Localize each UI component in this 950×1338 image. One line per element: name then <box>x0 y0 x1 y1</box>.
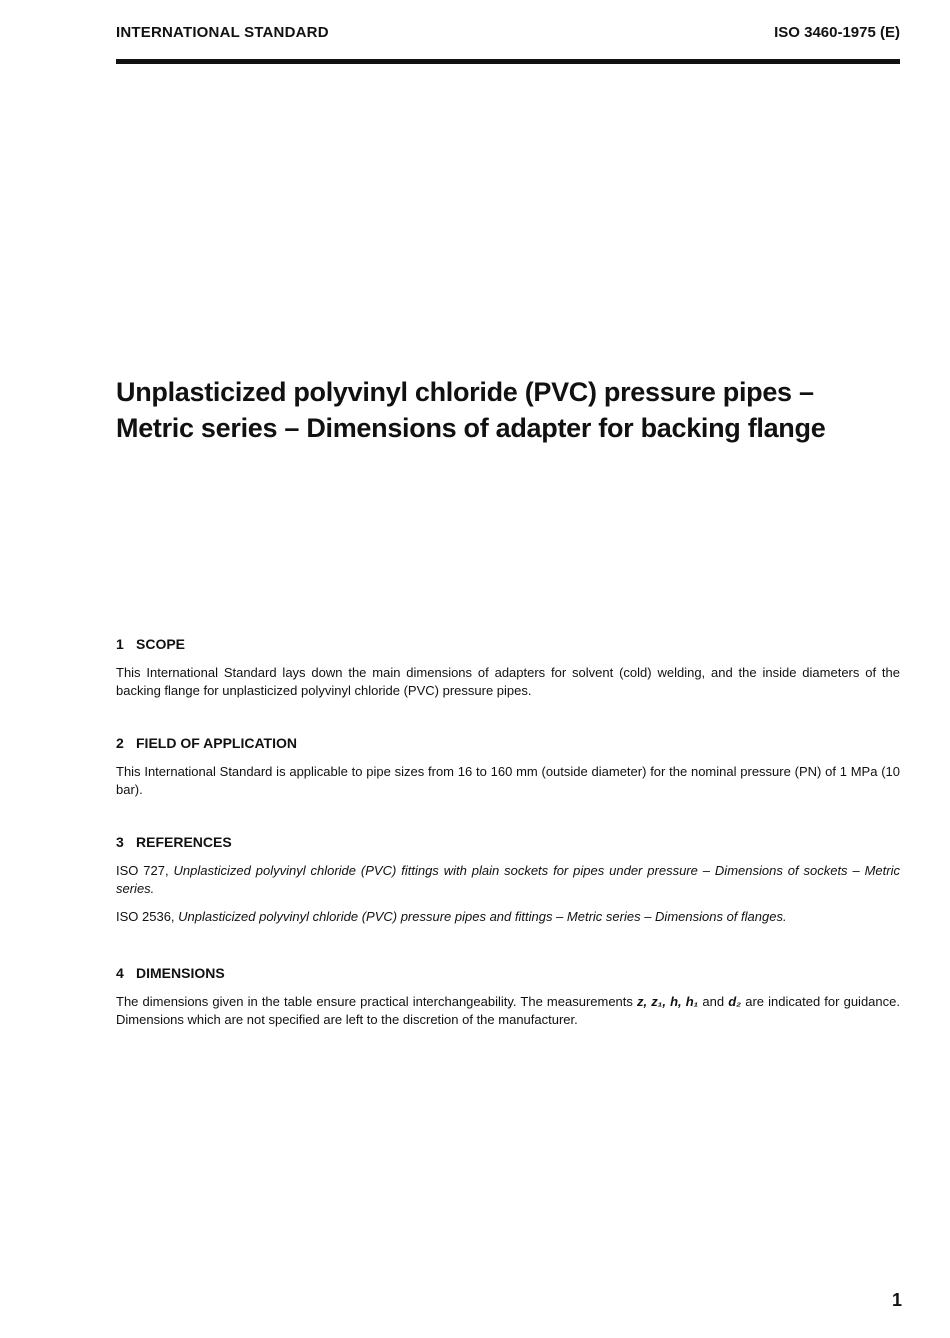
section-title: SCOPE <box>136 636 186 652</box>
title-line-2: Metric series – Dimensions of adapter for backing flange <box>116 413 826 443</box>
section-paragraph: This International Standard is applicable to pipe sizes from 16 to 160 mm (outside diameter) for the nominal pressure (PN) of 1 MPa (10 bar). <box>116 764 900 797</box>
section-number: 3 <box>116 834 124 850</box>
dimensions-variable-d2: d₂ <box>728 994 742 1009</box>
reference-title: Unplasticized polyvinyl chloride (PVC) pressure pipes and fittings – Metric series – Dimensions of flanges. <box>178 909 787 924</box>
dimensions-variables: z, z₁, h, h₁ <box>637 994 699 1009</box>
section-title: REFERENCES <box>136 834 232 850</box>
section-paragraph: This International Standard lays down the main dimensions of adapters for solvent (cold) welding, and the inside diameters of the backing flange for unplasticized polyvinyl chloride (PVC) pressure pipes. <box>116 665 900 698</box>
document-title <box>116 374 916 446</box>
header-standard-number: ISO 3460-1975 (E) <box>774 24 900 41</box>
section-paragraph <box>116 993 900 1029</box>
reference-title: Unplasticized polyvinyl chloride (PVC) fittings with plain sockets for pipes under pressure – Dimensions of sockets – Metric series. <box>116 863 900 896</box>
reference-iso-2536 <box>116 908 900 926</box>
section-title: FIELD OF APPLICATION <box>136 735 297 751</box>
section-heading <box>116 735 900 751</box>
reference-iso-727 <box>116 862 900 898</box>
dimensions-text-after: are indicated for guidance. Dimensions which are not specified are left to the discretion of the manufacturer. <box>116 994 900 1027</box>
section-title: DIMENSIONS <box>136 965 225 981</box>
section-number: 1 <box>116 636 124 652</box>
section-dimensions <box>116 965 900 1039</box>
section-field-of-application <box>116 735 900 809</box>
dimensions-text-before: The dimensions given in the table ensure practical interchangeability. The measurements <box>116 994 633 1009</box>
section-number: 4 <box>116 965 124 981</box>
section-heading <box>116 965 900 981</box>
reference-code: ISO 727, <box>116 863 169 878</box>
title-line-1: Unplasticized polyvinyl chloride (PVC) pressure pipes – <box>116 377 814 407</box>
dimensions-and: and <box>702 994 725 1009</box>
section-number: 2 <box>116 735 124 751</box>
header-rule <box>116 59 900 64</box>
reference-code: ISO 2536, <box>116 909 175 924</box>
section-heading <box>116 636 900 652</box>
page-number: 1 <box>891 1290 902 1310</box>
header-standard-type: INTERNATIONAL STANDARD <box>116 24 329 41</box>
section-scope <box>116 636 900 710</box>
section-heading <box>116 834 900 850</box>
section-references <box>116 834 900 936</box>
